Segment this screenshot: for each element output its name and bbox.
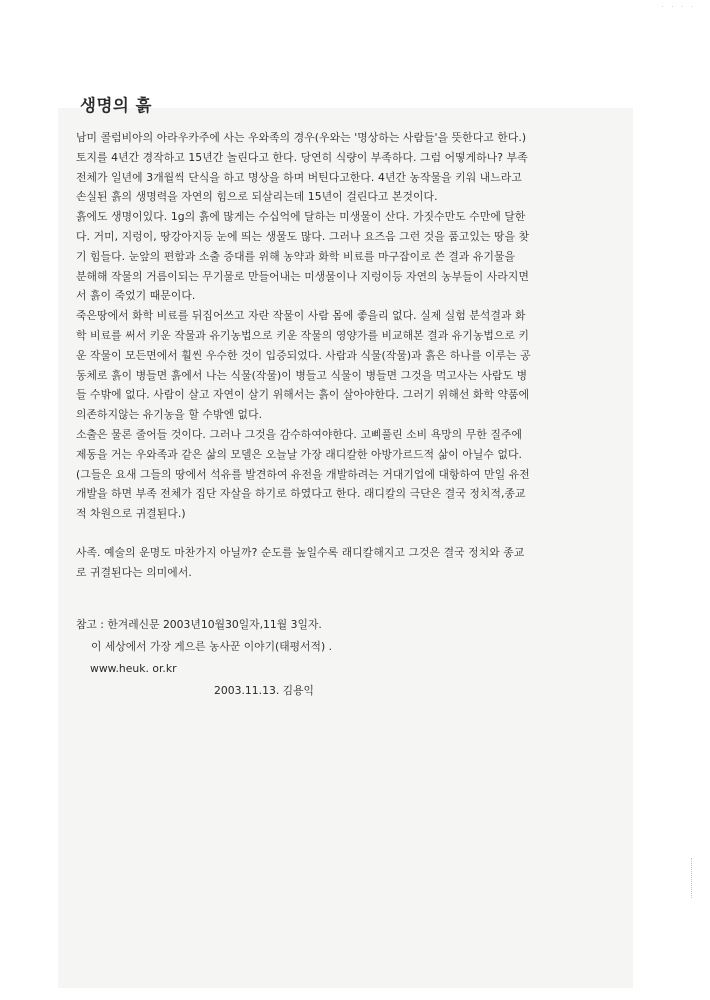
reference-source-newspaper: 참고 : 한겨레신문 2003년10월30일자,11월 3일자. — [76, 617, 322, 631]
paragraph-3 — [76, 306, 642, 425]
reference-source-book: 이 세상에서 가장 게으른 농사꾼 이야기(태평서적) . — [91, 639, 333, 653]
text-line: 운 작물이 모든면에서 훨씬 우수한 것이 입증되었다. 사람과 식물(작물)과 흙은 하나를 이루는 공 — [76, 348, 531, 362]
document-body — [76, 92, 642, 702]
text-line: 개발을 하면 부족 전체가 집단 자살을 하기로 하였다고 한다. 래디칼의 극단은 결국 정치적,종교 — [76, 487, 526, 501]
text-line: 전체가 일년에 3개월씩 단식을 하고 명상을 하며 버틴다고한다. 4년간 농작물을 키워 내느라고 — [76, 170, 522, 184]
document-title: 생명의 흙 — [80, 96, 153, 115]
text-line: 죽은땅에서 화학 비료를 뒤집어쓰고 자란 작물이 사람 몸에 좋을리 없다. 실제 실험 분석결과 화 — [76, 309, 526, 323]
text-line: 제동을 거는 우와족과 같은 삶의 모델은 오늘날 가장 래디칼한 아방가르드적 삶이 아닐수 없다. — [76, 447, 523, 461]
text-line: (그들은 요새 그들의 땅에서 석유를 발견하여 유전을 개발하려는 거대기업에 대항하여 만일 유전 — [76, 467, 530, 481]
spacer — [76, 524, 642, 543]
text-line: 사족. 예술의 운명도 마찬가지 아닐까? 순도를 높일수록 래디칼해지고 그것은 결국 정치와 종교 — [76, 545, 525, 559]
text-line: 다. 거미, 지렁이, 땅강아지등 눈에 띄는 생물도 많다. 그러나 요즈음 그런 것을 품고있는 땅을 찾 — [76, 229, 530, 243]
references — [76, 614, 642, 702]
scan-edge-mark — [691, 858, 694, 898]
paragraph-2 — [76, 207, 642, 306]
text-line: 흙에도 생명이있다. 1g의 흙에 많게는 수십억에 달하는 미생물이 산다. 가짓수만도 수만에 달한 — [76, 210, 526, 224]
text-line: 손실된 흙의 생명력을 자연의 힘으로 되살리는데 15년이 걸린다고 본것이다. — [76, 190, 438, 204]
text-line: 동체로 흙이 병들면 흙에서 나는 식물(작물)이 병들고 식물이 병들면 그것을 먹고사는 사람도 병 — [76, 368, 528, 382]
text-line: 서 흙이 죽었기 때문이다. — [76, 289, 196, 303]
text-line: 기 힘들다. 눈앞의 편함과 소출 증대를 위해 농약과 화학 비료를 마구잡이로 쓴 결과 유기물을 — [76, 249, 516, 263]
text-line: 분해해 작물의 거름이되는 무기물로 만들어내는 미생물이나 지렁이등 자연의 농부들이 사라지면 — [76, 269, 529, 283]
text-line: 토지를 4년간 경작하고 15년간 놀린다고 한다. 당연히 식량이 부족하다. 그럼 어떻게하나? 부족 — [76, 150, 528, 164]
reference-url: www.heuk. or.kr — [90, 661, 177, 675]
date-signature: 2003.11.13. 김용익 — [214, 683, 314, 697]
text-line: 들 수밖에 없다. 사람이 살고 자연이 살기 위해서는 흙이 살아야한다. 그러기 위해선 화학 약품에 — [76, 388, 530, 402]
afterword-paragraph — [76, 543, 642, 583]
text-line: 학 비료를 써서 키운 작물과 유기농법으로 키운 작물의 영양가를 비교해본 결과 유기농법으로 키 — [76, 328, 530, 342]
paragraph-4 — [76, 425, 642, 524]
text-line: 소출은 물론 줄어들 것이다. 그러나 그것을 감수하여야한다. 고삐풀린 소비 욕망의 무한 질주에 — [76, 427, 523, 441]
scan-specks: · · · · — [661, 4, 696, 11]
text-line: 로 귀결된다는 의미에서. — [76, 565, 192, 579]
text-line: 의존하지않는 유기농을 할 수밖엔 없다. — [76, 408, 263, 422]
paragraph-1 — [76, 128, 642, 207]
text-line: 적 차원으로 귀결된다.) — [76, 507, 186, 521]
text-line: 남미 콜럼비아의 아라우카주에 사는 우와족의 경우(우와는 '명상하는 사람들'을 뜻한다고 한다.) — [76, 131, 527, 144]
